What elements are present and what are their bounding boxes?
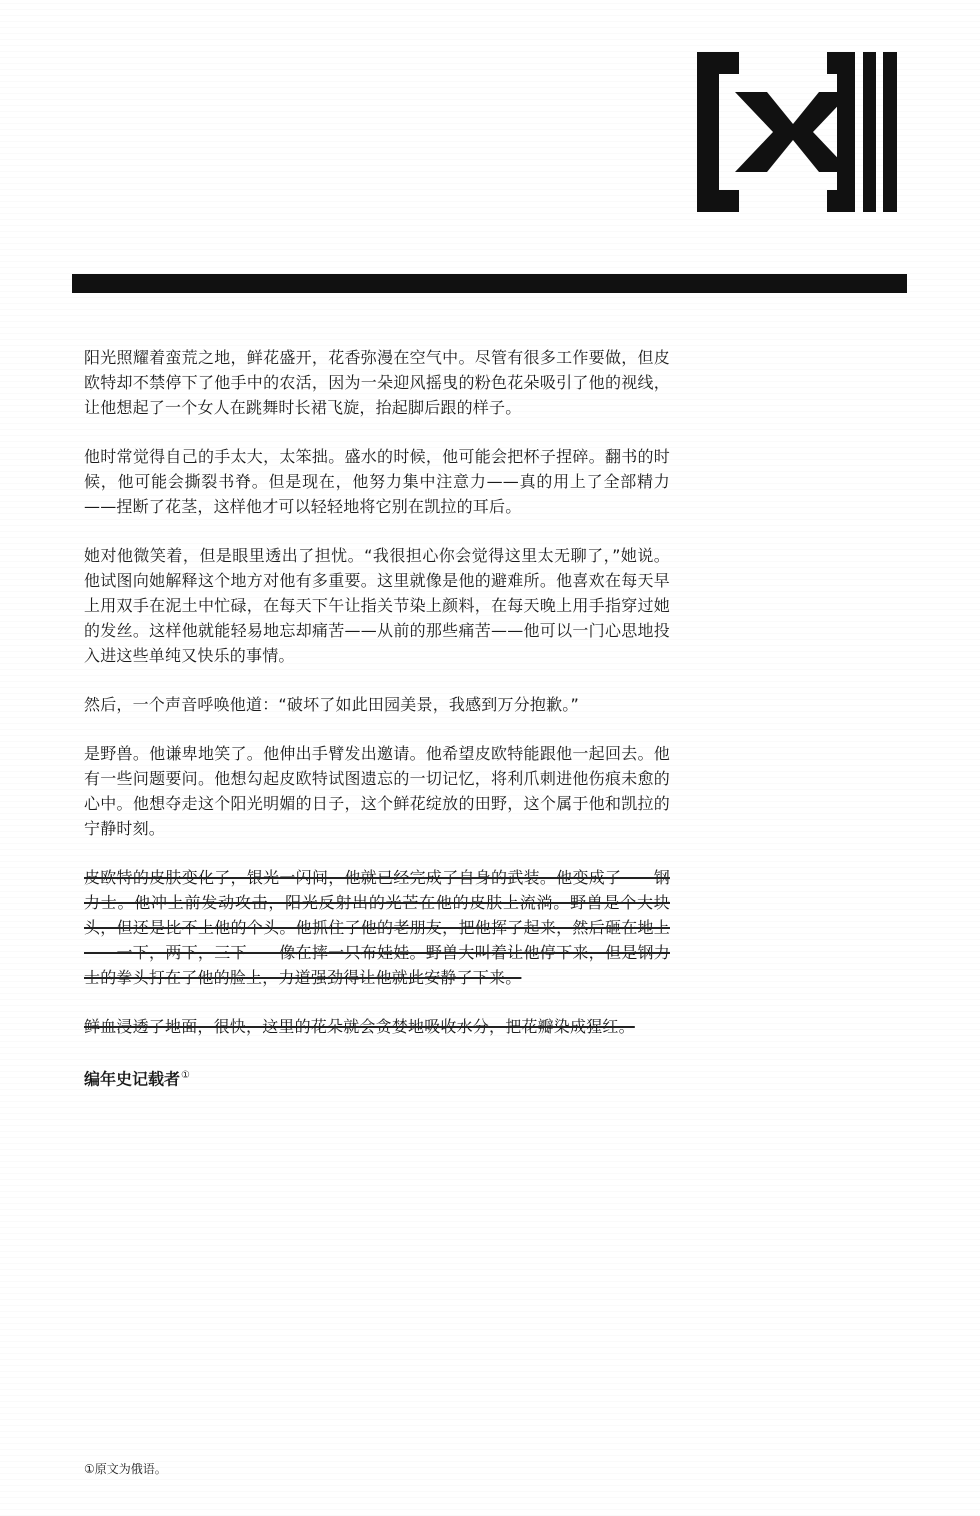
- paragraph-6-struck: 皮欧特的皮肤变化了，银光一闪间，他就已经完成了自身的武装。他变成了——钢力士。他冲上前发动攻击，阳光反射出的光芒在他的皮肤上流淌。野兽是个大块头，但还是比不上他的个头。他抓住了他的老朋友，把他挥了起来，然后砸在地上——一下，两下，三下——像在摔一只布娃娃。野兽大叫着让他停下来，但是钢力士的拳头打在了他的脸上，力道强劲得让他就此安静了下来。: [84, 868, 670, 987]
- paragraph-5: 是野兽。他谦卑地笑了。他伸出手臂发出邀请。他希望皮欧特能跟他一起回去。他有一些问题要问。他想勾起皮欧特试图遗忘的一切记忆，将利爪刺进他伤痕未愈的心中。他想夺走这个阳光明媚的日子，这个鲜花绽放的田野，这个属于他和凯拉的宁静时刻。: [84, 744, 670, 838]
- header-divider-bar: [72, 274, 907, 293]
- paragraph-2: 他时常觉得自己的手太大，太笨拙。盛水的时候，他可能会把杯子捏碎。翻书的时候，他可能会撕裂书脊。但是现在，他努力集中注意力——真的用上了全部精力——捏断了花茎，这样他才可以轻轻地将它别在凯拉的耳后。: [84, 447, 670, 516]
- footnote-mark: ①: [181, 1070, 190, 1081]
- bracketed-x-logo-icon: [697, 52, 897, 212]
- signature: [84, 1063, 670, 1091]
- footnote: ①原文为俄语。: [84, 1462, 167, 1476]
- article-body: [84, 345, 670, 1091]
- paragraph-7-struck: 鲜血浸透了地面，很快，这里的花朵就会贪婪地吸收水分，把花瓣染成猩红。: [84, 1017, 635, 1036]
- paragraph-1: 阳光照耀着蛮荒之地，鲜花盛开，花香弥漫在空气中。尽管有很多工作要做，但皮欧特却不禁停下了他手中的农活，因为一朵迎风摇曳的粉色花朵吸引了他的视线，让他想起了一个女人在跳舞时长裙飞旋，抬起脚后跟的样子。: [84, 348, 670, 417]
- paragraph-4: 然后，一个声音呼唤他道：“破坏了如此田园美景，我感到万分抱歉。”: [84, 695, 579, 714]
- paragraph-3: 她对他微笑着，但是眼里透出了担忧。“我很担心你会觉得这里太无聊了，”她说。他试图向她解释这个地方对他有多重要。这里就像是他的避难所。他喜欢在每天早上用双手在泥土中忙碌，在每天下午让指关节染上颜料，在每天晚上用手指穿过她的发丝。这样他就能轻易地忘却痛苦——从前的那些痛苦——他可以一门心思地投入进这些单纯又快乐的事情。: [84, 546, 670, 665]
- signature-text: 编年史记载者: [84, 1069, 181, 1089]
